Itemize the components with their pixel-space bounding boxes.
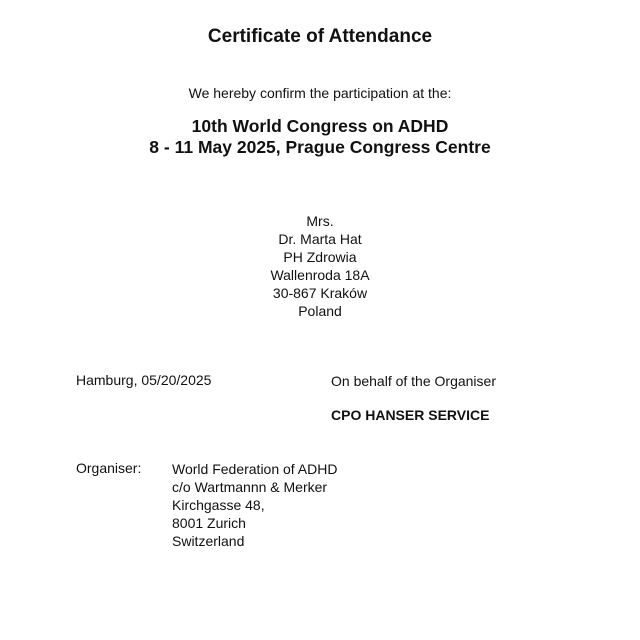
signer-name: CPO HANSER SERVICE <box>331 407 490 423</box>
event-block <box>0 116 640 158</box>
recipient-address <box>0 212 640 320</box>
organiser-street: Kirchgasse 48, <box>172 497 265 513</box>
recipient-organization: PH Zdrowia <box>283 249 357 265</box>
recipient-country: Poland <box>298 303 342 319</box>
recipient-name: Dr. Marta Hat <box>278 231 362 247</box>
organiser-name: World Federation of ADHD <box>172 461 338 477</box>
organiser-address <box>172 460 337 550</box>
intro-text: We hereby confirm the participation at the: <box>188 85 452 101</box>
organiser-label: Organiser: <box>76 460 142 476</box>
event-name: 10th World Congress on ADHD <box>191 116 449 136</box>
recipient-street: Wallenroda 18A <box>270 267 370 283</box>
organiser-care-of: c/o Wartmannn & Merker <box>172 479 328 495</box>
certificate-title: Certificate of Attendance <box>207 26 433 47</box>
on-behalf-text: On behalf of the Organiser <box>331 373 496 389</box>
event-dates-venue: 8 - 11 May 2025, Prague Congress Centre <box>149 137 491 157</box>
recipient-city: 30-867 Kraków <box>272 285 368 301</box>
place-and-date: Hamburg, 05/20/2025 <box>76 372 212 388</box>
recipient-salutation: Mrs. <box>306 213 334 229</box>
organiser-city: 8001 Zurich <box>172 515 246 531</box>
organiser-country: Switzerland <box>172 533 245 549</box>
